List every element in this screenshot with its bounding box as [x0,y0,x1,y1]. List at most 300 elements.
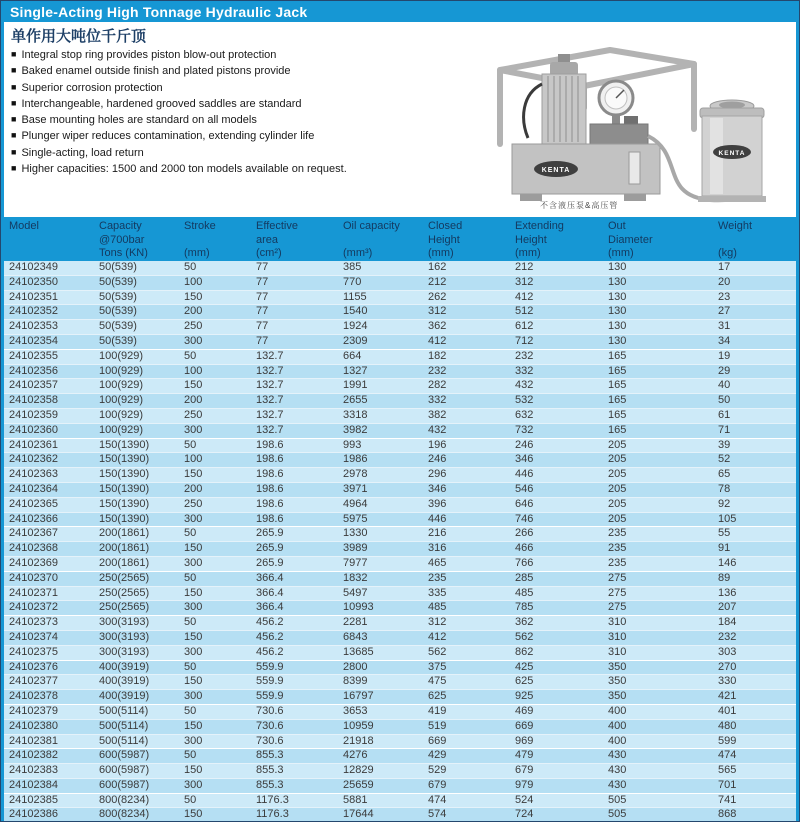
table-row [4,349,796,364]
cell-extending-height: 979 [515,778,608,793]
cell-out-diameter: 350 [608,660,718,675]
cell-model: 24102362 [4,453,99,468]
cell-stroke: 300 [184,778,256,793]
hydraulic-pump-and-cylinder-illustration [464,24,794,216]
cell-closed-height: 312 [428,305,515,320]
cell-oil-capacity: 21918 [343,734,428,749]
cell-weight: 474 [718,749,796,764]
cell-effective-area: 132.7 [256,364,343,379]
cell-oil-capacity: 5497 [343,586,428,601]
cell-capacity: 100(929) [99,379,184,394]
cell-capacity: 100(929) [99,349,184,364]
cell-weight: 39 [718,438,796,453]
table-row [4,675,796,690]
cell-stroke: 50 [184,261,256,275]
cell-effective-area: 77 [256,261,343,275]
cell-capacity: 50(539) [99,305,184,320]
table-row [4,660,796,675]
cell-stroke: 300 [184,423,256,438]
cell-effective-area: 559.9 [256,660,343,675]
cell-effective-area: 730.6 [256,719,343,734]
cell-extending-height: 446 [515,468,608,483]
table-row [4,497,796,512]
cell-effective-area: 198.6 [256,438,343,453]
cell-model: 24102368 [4,542,99,557]
cell-effective-area: 559.9 [256,690,343,705]
cell-closed-height: 412 [428,334,515,349]
table-row [4,793,796,808]
cell-effective-area: 456.2 [256,616,343,631]
bullet-square-icon: ■ [11,163,17,174]
cell-effective-area: 1176.3 [256,808,343,822]
cell-oil-capacity: 2309 [343,334,428,349]
cell-effective-area: 456.2 [256,630,343,645]
cell-closed-height: 562 [428,645,515,660]
col-header-closed-height: Closed Height (mm) [428,220,463,259]
cell-effective-area: 132.7 [256,423,343,438]
cell-stroke: 150 [184,379,256,394]
cell-out-diameter: 165 [608,408,718,423]
cell-oil-capacity: 664 [343,349,428,364]
cell-closed-height: 429 [428,749,515,764]
cell-capacity: 800(8234) [99,808,184,822]
cell-closed-height: 196 [428,438,515,453]
table-row [4,379,796,394]
cell-extending-height: 346 [515,453,608,468]
cell-model: 24102356 [4,364,99,379]
feature-item [11,47,451,63]
cell-out-diameter: 235 [608,527,718,542]
cell-model: 24102349 [4,261,99,275]
cell-model: 24102370 [4,571,99,586]
cell-stroke: 300 [184,690,256,705]
table-row [4,778,796,793]
cell-weight: 20 [718,275,796,290]
cell-effective-area: 730.6 [256,704,343,719]
cell-weight: 89 [718,571,796,586]
cell-oil-capacity: 1540 [343,305,428,320]
cell-stroke: 300 [184,556,256,571]
cell-out-diameter: 235 [608,556,718,571]
cell-extending-height: 312 [515,275,608,290]
cell-model: 24102379 [4,704,99,719]
cell-capacity: 300(3193) [99,645,184,660]
bullet-square-icon: ■ [11,49,17,59]
cell-oil-capacity: 8399 [343,675,428,690]
cell-extending-height: 724 [515,808,608,822]
table-row [4,423,796,438]
col-header-stroke: Stroke (mm) [184,220,216,259]
cell-capacity: 500(5114) [99,704,184,719]
cell-extending-height: 524 [515,793,608,808]
cell-model: 24102355 [4,349,99,364]
cell-stroke: 200 [184,394,256,409]
cell-extending-height: 562 [515,630,608,645]
cell-effective-area: 77 [256,320,343,335]
cell-closed-height: 446 [428,512,515,527]
cell-out-diameter: 310 [608,645,718,660]
table-row [4,616,796,631]
cell-model: 24102357 [4,379,99,394]
cell-out-diameter: 430 [608,764,718,779]
cell-oil-capacity: 16797 [343,690,428,705]
cell-out-diameter: 430 [608,749,718,764]
table-row [4,542,796,557]
cell-oil-capacity: 2978 [343,468,428,483]
table-row [4,527,796,542]
cell-capacity: 150(1390) [99,497,184,512]
cell-capacity: 50(539) [99,261,184,275]
cell-out-diameter: 165 [608,364,718,379]
cell-capacity: 500(5114) [99,719,184,734]
cell-out-diameter: 275 [608,571,718,586]
table-row [4,734,796,749]
cell-capacity: 500(5114) [99,734,184,749]
cell-stroke: 200 [184,482,256,497]
cell-weight: 92 [718,497,796,512]
cell-stroke: 300 [184,601,256,616]
cell-model: 24102363 [4,468,99,483]
cell-out-diameter: 310 [608,630,718,645]
cell-oil-capacity: 3653 [343,704,428,719]
cell-effective-area: 77 [256,275,343,290]
cell-oil-capacity: 10993 [343,601,428,616]
cell-extending-height: 412 [515,290,608,305]
cell-out-diameter: 350 [608,690,718,705]
cell-model: 24102381 [4,734,99,749]
cell-effective-area: 77 [256,290,343,305]
cell-closed-height: 475 [428,675,515,690]
col-header-oil-capacity: Oil capacity (mm³) [343,220,400,259]
cell-model: 24102383 [4,764,99,779]
cell-oil-capacity: 5975 [343,512,428,527]
cell-stroke: 250 [184,408,256,423]
cell-effective-area: 366.4 [256,601,343,616]
cell-weight: 421 [718,690,796,705]
cell-capacity: 200(1861) [99,527,184,542]
cell-weight: 19 [718,349,796,364]
cell-weight: 701 [718,778,796,793]
cell-out-diameter: 505 [608,808,718,822]
cell-closed-height: 316 [428,542,515,557]
cell-model: 24102380 [4,719,99,734]
cell-oil-capacity: 2281 [343,616,428,631]
cell-stroke: 300 [184,512,256,527]
cell-extending-height: 669 [515,719,608,734]
table-body [4,261,796,822]
cell-effective-area: 132.7 [256,379,343,394]
feature-text: Single-acting, load return [21,146,144,159]
table-row [4,261,796,275]
table-row [4,764,796,779]
cell-capacity: 300(3193) [99,630,184,645]
cell-extending-height: 425 [515,660,608,675]
cell-model: 24102360 [4,423,99,438]
cell-capacity: 400(3919) [99,660,184,675]
cell-out-diameter: 205 [608,482,718,497]
feature-item [11,63,451,79]
cell-oil-capacity: 3989 [343,542,428,557]
feature-text: Integral stop ring provides piston blow-out protection [21,49,277,61]
cell-extending-height: 925 [515,690,608,705]
feature-item [11,128,451,144]
cell-stroke: 150 [184,468,256,483]
cell-capacity: 50(539) [99,320,184,335]
cell-model: 24102374 [4,630,99,645]
cell-oil-capacity: 1155 [343,290,428,305]
cell-out-diameter: 235 [608,542,718,557]
cell-effective-area: 855.3 [256,749,343,764]
cell-stroke: 50 [184,349,256,364]
cell-weight: 23 [718,290,796,305]
cell-weight: 29 [718,364,796,379]
feature-item [11,96,451,112]
cell-capacity: 250(2565) [99,571,184,586]
cell-weight: 232 [718,630,796,645]
cell-out-diameter: 130 [608,320,718,335]
cell-model: 24102385 [4,793,99,808]
cell-extending-height: 246 [515,438,608,453]
cell-model: 24102353 [4,320,99,335]
cell-effective-area: 265.9 [256,527,343,542]
cell-closed-height: 296 [428,468,515,483]
cell-effective-area: 559.9 [256,675,343,690]
cell-out-diameter: 130 [608,290,718,305]
cell-extending-height: 612 [515,320,608,335]
cell-weight: 480 [718,719,796,734]
cell-closed-height: 162 [428,261,515,275]
cell-capacity: 200(1861) [99,542,184,557]
table-row [4,275,796,290]
cell-capacity: 600(5987) [99,764,184,779]
cell-extending-height: 266 [515,527,608,542]
cell-closed-height: 246 [428,453,515,468]
cell-extending-height: 469 [515,704,608,719]
col-header-extending-height: Extending Height (mm) [515,220,564,259]
cell-oil-capacity: 4964 [343,497,428,512]
cell-weight: 270 [718,660,796,675]
cell-extending-height: 679 [515,764,608,779]
cell-model: 24102352 [4,305,99,320]
cell-extending-height: 766 [515,556,608,571]
cell-capacity: 250(2565) [99,586,184,601]
cell-oil-capacity: 3971 [343,482,428,497]
cell-effective-area: 198.6 [256,512,343,527]
table-row [4,408,796,423]
table-row [4,438,796,453]
cell-capacity: 400(3919) [99,675,184,690]
cell-closed-height: 362 [428,320,515,335]
cell-extending-height: 232 [515,349,608,364]
cell-closed-height: 625 [428,690,515,705]
cell-effective-area: 730.6 [256,734,343,749]
cell-effective-area: 265.9 [256,542,343,557]
cell-weight: 401 [718,704,796,719]
cell-weight: 34 [718,334,796,349]
cell-out-diameter: 275 [608,601,718,616]
cell-extending-height: 862 [515,645,608,660]
cell-out-diameter: 400 [608,719,718,734]
col-header-weight: Weight (kg) [718,220,753,259]
cell-weight: 136 [718,586,796,601]
cell-weight: 599 [718,734,796,749]
cell-out-diameter: 400 [608,704,718,719]
bullet-square-icon: ■ [11,65,17,76]
cell-stroke: 150 [184,764,256,779]
cell-extending-height: 332 [515,364,608,379]
table-row [4,364,796,379]
cell-oil-capacity: 3982 [343,423,428,438]
cell-capacity: 400(3919) [99,690,184,705]
table-row [4,334,796,349]
cell-weight: 52 [718,453,796,468]
col-header-model: Model [9,220,39,232]
cell-effective-area: 198.6 [256,482,343,497]
cell-weight: 207 [718,601,796,616]
cell-out-diameter: 205 [608,512,718,527]
cell-extending-height: 485 [515,586,608,601]
cell-capacity: 150(1390) [99,482,184,497]
cell-closed-height: 312 [428,616,515,631]
cell-stroke: 100 [184,453,256,468]
photo-caption: 不含液压泵&高压管 [540,201,619,210]
feature-text: Baked enamel outside finish and plated pistons provide [21,65,291,78]
cell-weight: 91 [718,542,796,557]
cell-oil-capacity: 993 [343,438,428,453]
cell-capacity: 100(929) [99,408,184,423]
cell-out-diameter: 205 [608,468,718,483]
cell-capacity: 250(2565) [99,601,184,616]
bullet-square-icon: ■ [11,81,17,92]
table-row [4,808,796,822]
col-header-capacity: Capacity @700bar Tons (KN) [99,220,148,259]
cell-closed-height: 212 [428,275,515,290]
cell-extending-height: 732 [515,423,608,438]
cell-out-diameter: 165 [608,394,718,409]
cell-out-diameter: 275 [608,586,718,601]
cell-model: 24102382 [4,749,99,764]
cell-oil-capacity: 1924 [343,320,428,335]
table-row [4,482,796,497]
power-cable [524,84,542,138]
feature-item [11,80,451,96]
table-row [4,704,796,719]
cell-closed-height: 669 [428,734,515,749]
motor [542,54,586,144]
cell-effective-area: 855.3 [256,778,343,793]
cell-oil-capacity: 17644 [343,808,428,822]
cell-model: 24102369 [4,556,99,571]
cell-stroke: 250 [184,497,256,512]
cell-weight: 146 [718,556,796,571]
cell-closed-height: 396 [428,497,515,512]
cell-stroke: 150 [184,675,256,690]
cell-capacity: 150(1390) [99,438,184,453]
cell-capacity: 200(1861) [99,556,184,571]
product-photo [464,24,794,216]
cell-closed-height: 419 [428,704,515,719]
feature-text: Higher capacities: 1500 and 2000 ton models available on request. [21,163,347,176]
cell-extending-height: 712 [515,334,608,349]
cell-model: 24102384 [4,778,99,793]
cell-closed-height: 375 [428,660,515,675]
cell-stroke: 150 [184,719,256,734]
cell-closed-height: 412 [428,630,515,645]
brand-text: KENTA [541,167,571,174]
cell-stroke: 50 [184,793,256,808]
cell-stroke: 50 [184,660,256,675]
cell-extending-height: 479 [515,749,608,764]
cell-oil-capacity: 1327 [343,364,428,379]
cell-capacity: 50(539) [99,290,184,305]
col-header-effective-area: Effective area (cm²) [256,220,298,259]
cell-closed-height: 679 [428,778,515,793]
cell-model: 24102359 [4,408,99,423]
cell-model: 24102358 [4,394,99,409]
cell-oil-capacity: 1991 [343,379,428,394]
cell-extending-height: 746 [515,512,608,527]
cell-out-diameter: 165 [608,423,718,438]
cell-out-diameter: 130 [608,334,718,349]
cell-stroke: 200 [184,305,256,320]
cell-weight: 31 [718,320,796,335]
cell-extending-height: 625 [515,675,608,690]
cell-weight: 330 [718,675,796,690]
cell-oil-capacity: 7977 [343,556,428,571]
cell-closed-height: 182 [428,349,515,364]
cell-extending-height: 212 [515,261,608,275]
cell-out-diameter: 165 [608,349,718,364]
cell-weight: 55 [718,527,796,542]
table-row [4,749,796,764]
cell-oil-capacity: 1832 [343,571,428,586]
cell-capacity: 100(929) [99,364,184,379]
cell-capacity: 600(5987) [99,749,184,764]
cell-closed-height: 235 [428,571,515,586]
page-title: Single-Acting High Tonnage Hydraulic Jack [10,4,308,20]
cell-oil-capacity: 4276 [343,749,428,764]
bullet-square-icon: ■ [11,130,17,141]
cell-stroke: 300 [184,734,256,749]
intro-section [4,22,796,217]
cell-stroke: 150 [184,630,256,645]
cell-stroke: 150 [184,290,256,305]
table-row [4,645,796,660]
table-row [4,719,796,734]
spec-table [4,217,796,822]
cell-weight: 303 [718,645,796,660]
feature-text: Plunger wiper reduces contamination, extending cylinder life [21,130,315,143]
cell-capacity: 300(3193) [99,616,184,631]
cell-effective-area: 1176.3 [256,793,343,808]
cell-closed-height: 485 [428,601,515,616]
cell-stroke: 100 [184,275,256,290]
table-row [4,453,796,468]
cell-model: 24102366 [4,512,99,527]
cell-stroke: 50 [184,704,256,719]
cell-out-diameter: 165 [608,379,718,394]
cell-extending-height: 466 [515,542,608,557]
cell-effective-area: 366.4 [256,586,343,601]
cell-oil-capacity: 5881 [343,793,428,808]
cell-capacity: 50(539) [99,334,184,349]
cell-model: 24102376 [4,660,99,675]
cell-oil-capacity: 6843 [343,630,428,645]
feature-item [11,161,451,177]
cell-model: 24102375 [4,645,99,660]
cell-stroke: 300 [184,645,256,660]
cell-capacity: 150(1390) [99,468,184,483]
